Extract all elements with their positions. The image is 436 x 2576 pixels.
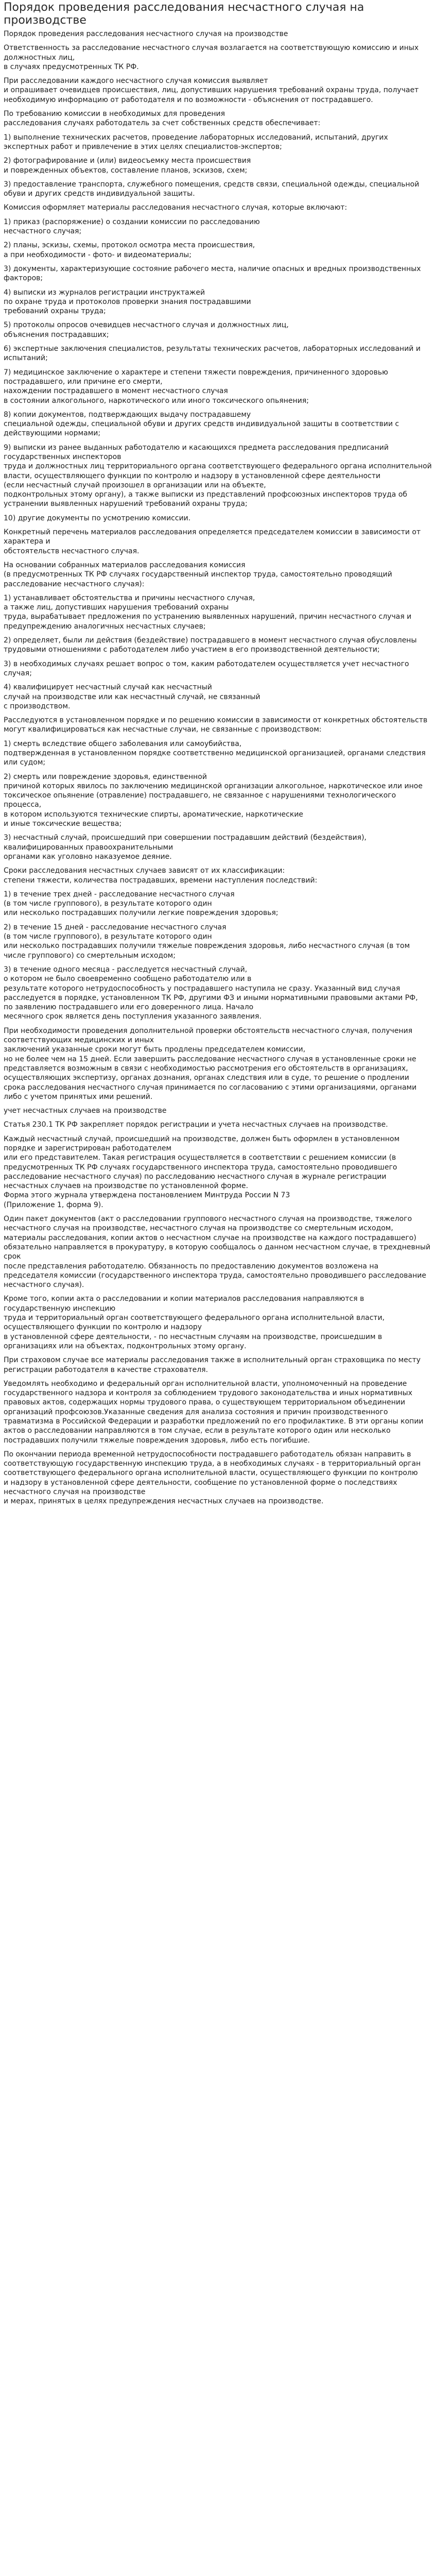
paragraph: 2) планы, эскизы, схемы, протокол осмотра места происшествия, а при необходимости - фото- и видеоматериалы; [4,241,255,259]
paragraph: Уведомлять необходимо и федеральный орган исполнительной власти, уполномоченный на проведение государственного надзора и контроля за соблюдением трудового законодательства и иных нормативных правовых актов, содержащих нормы трудового права, о существующем территориальном объединении организаций профсоюзов.Указанные сведения для анализа состояния и причин производственного травматизма в Российской Федерации и разработки предложений по его профилактике. В эти органы копии актов о расследовании направляются в том случае, если в результате которого один или несколько пострадавших получили тяжелые повреждения здоровья, либо есть погибшие. [4,1379,424,1445]
paragraph: Конкретный перечень материалов расследования определяется председателем комиссии в зависимости от характера и обстоятельств несчастного случая. [4,528,421,555]
paragraph: По требованию комиссии в необходимых для проведения расследования случаях работодатель за счет собственных средств обеспечивает: [4,110,321,128]
paragraph: По окончании периода временной нетрудоспособности пострадавшего работодатель обязан направить в соответствующую государственную инспекцию труда, а в необходимых случаях - в территориальный орган соответствующего федерального органа исполнительной власти, осуществляющего функции по контролю и надзору в установленной сфере деятельности, сообщение по установленной форме о последствиях несчастного случая на производстве и мерах, принятых в целях предупреждения несчастных случаев на производстве. [4,1450,421,1506]
document-body [4,29,432,1506]
paragraph: 10) другие документы по усмотрению комиссии. [4,514,191,522]
paragraph: 1) смерть вследствие общего заболевания или самоубийства, подтвержденная в установленном порядке соответственно медицинской организацией, органами следствия или судом; [4,739,426,767]
paragraph: 3) в необходимых случаях решает вопрос о том, каким работодателем осуществляется учет несчастного случая; [4,659,409,677]
paragraph: 2) определяет, были ли действия (бездействие) пострадавшего в момент несчастного случая обусловлены трудовыми отношениями с работодателем либо участием в его производственной деятельности; [4,636,417,654]
paragraph: При страховом случае все материалы расследования также в исполнительный орган страховщика по месту регистрации работодателя в качестве страхователя. [4,1356,421,1374]
paragraph: 5) протоколы опросов очевидцев несчастного случая и должностных лиц, объяснения пострадавших; [4,321,289,339]
paragraph: Порядок проведения расследования несчастного случая на производстве [4,30,288,38]
paragraph: Один пакет документов (акт о расследовании группового несчастного случая на производстве, тяжелого несчастного случая на производстве, несчастного случая на производстве со смертельным исходом, материалы расследования, копии актов о несчастном случае на производстве на каждого пострадавшего) обязательно направляется в прокуратуру, в которую сообщалось о данном несчастном случае, в трехдневный срок после представления работодателю. Обязанность по предоставлению документов возложена на председателя комиссии (государственного инспектора труда, самостоятельно проводившего расследование несчастного случая). [4,1215,431,1290]
document-title: Порядок проведения расследования несчастного случая на производстве [4,1,364,27]
paragraph: 2) в течение 15 дней - расследование несчастного случая (в том числе группового), в результате которого один или несколько пострадавших получили тяжелые повреждения здоровья, либо несчастного случая (в том числе группового) со смертельным исходом; [4,923,410,960]
paragraph: 8) копии документов, подтверждающих выдачу пострадавшему специальной одежды, специальной обуви и других средств индивидуальной защиты в соответствии с действующими нормами; [4,410,399,438]
paragraph: 1) устанавливает обстоятельства и причины несчастного случая, а также лиц, допустивших нарушения требований охраны труда, вырабатывает предложения по устранению выявленных нарушений, причин несчастного случая и предупреждению аналогичных несчастных случаев; [4,594,412,631]
paragraph: 7) медицинское заключение о характере и степени тяжести повреждения, причиненного здоровью пострадавшего, или причине его смерти, нахождении пострадавшего в момент несчастного случая в состоянии алкогольного, наркотического или иного токсического опьянения; [4,368,388,405]
paragraph: 1) выполнение технических расчетов, проведение лабораторных исследований, испытаний, других экспертных работ и привлечение в этих целях специалистов-экспертов; [4,133,388,151]
paragraph: На основании собранных материалов расследования комиссия (в предусмотренных ТК РФ случаях государственный инспектор труда, самостоятельно проводящий расследование несчастного случая): [4,561,392,588]
paragraph: Сроки расследования несчастных случаев зависят от их классификации: степени тяжести, количества пострадавших, времени наступления последствий: [4,867,318,885]
paragraph: Ответственность за расследование несчастного случая возлагается на соответствующую комиссию и иных должностных лиц, в случаях предусмотренных ТК РФ. [4,44,419,71]
paragraph: 1) приказ (распоряжение) о создании комиссии по расследованию несчастного случая; [4,217,260,236]
paragraph: 2) фотографирование и (или) видеосъемку места происшествия и поврежденных объектов, составление планов, эскизов, схем; [4,157,251,175]
paragraph: При необходимости проведения дополнительной проверки обстоятельств несчастного случая, получения соответствующих медицинских и иных заключений указанные сроки могут быть продлены председателем комиссии, но не более чем на 15 дней. Если завершить расследование несчастного случая в установленные сроки не представляется возможным в связи с необходимостью рассмотрения его обстоятельств в организациях, осуществляющих экспертизу, органах дознания, органах следствия или в суде, то решение о продлении срока расследования несчастного случая принимается по согласованию с этими организациями, органами либо с учетом принятых ими решений. [4,1026,417,1101]
paragraph: 9) выписки из ранее выданных работодателю и касающихся предмета расследования предписаний государственных инспекторов труда и должностных лиц территориального органа соответствующего федерального органа исполнительной власти, осуществляющего функции по контролю и надзору в установленной сфере деятельности (если несчастный случай произошел в организации или на объекте, подконтрольных этому органу), а также выписки из представлений профсоюзных инспекторов труда об устранении выявленных нарушений требований охраны труда; [4,443,432,509]
paragraph: 4) квалифицирует несчастный случай как несчастный случай на производстве или как несчастный случай, не связанный с производством. [4,683,260,710]
paragraph: 1) в течение трех дней - расследование несчастного случая (в том числе группового), в результате которого один или несколько пострадавших получили легкие повреждения здоровья; [4,890,278,918]
paragraph: 4) выписки из журналов регистрации инструктажей по охране труда и протоколов проверки знания пострадавшими требований охраны труда; [4,288,251,316]
paragraph: 3) предоставление транспорта, служебного помещения, средств связи, специальной одежды, специальной обуви и других средств индивидуальной защиты. [4,180,420,198]
paragraph: Комиссия оформляет материалы расследования несчастного случая, которые включают: [4,204,347,212]
paragraph: 2) смерть или повреждение здоровья, единственной причиной которых явилось по заключению медицинской организации алкогольное, наркотическое или иное токсическое опьянение (отравление) пострадавшего, не связанное с нарушениями технологического процесса, в котором используются технические спирты, ароматические, наркотические и иные токсические вещества; [4,772,423,828]
paragraph: 6) экспертные заключения специалистов, результаты технических расчетов, лабораторных исследований и испытаний; [4,345,421,363]
paragraph: Каждый несчастный случай, происшедший на производстве, должен быть оформлен в установленном порядке и зарегистрирован работодателем или его представителем. Такая регистрация осуществляется в соответствии с решением комиссии (в предусмотренных ТК РФ случаях государственного инспектора труда, самостоятельно проводившего расследование несчастного случая) по расследованию несчастного случая в журнале регистрации несчастных случаев на производстве по установленной форме. Форма этого журнала утверждена постановлением Минтруда России N 73 (Приложение 1, форма 9). [4,1134,400,1209]
paragraph: учет несчастных случаев на производстве [4,1107,167,1115]
paragraph: При расследовании каждого несчастного случая комиссия выявляет и опрашивает очевидцев происшествия, лиц, допустивших нарушения требований охраны труда, получает необходимую информацию от работодателя и по возможности - объяснения от пострадавшего. [4,77,419,104]
paragraph: 3) несчастный случай, происшедший при совершении пострадавшим действий (бездействия), квалифицированных правоохранительными органами как уголовно наказуемое деяние. [4,834,367,861]
paragraph: Расследуются в установленном порядке и по решению комиссии в зависимости от конкретных обстоятельств могут квалифицироваться как несчастные случаи, не связанные с производством: [4,716,428,734]
paragraph: Кроме того, копии акта о расследовании и копии материалов расследования направляются в государственную инспекцию труда и территориальный орган соответствующего федерального органа исполнительной власти, осуществляющего функции по контролю и надзору в установленной сфере деятельности, - по несчастным случаям на производстве, происшедшим в организациях или на объектах, подконтрольных этому органу. [4,1295,385,1350]
paragraph: 3) в течение одного месяца - расследуется несчастный случай, о котором не было своевременно сообщено работодателю или в результате которого нетрудоспособность у пострадавшего наступила не сразу. Указанный вид случая расследуется в порядке, установленном ТК РФ, другими ФЗ и иными нормативными правовыми актами РФ, по заявлению пострадавшего или его доверенного лица. Начало месячного срок является день поступления указанного заявления. [4,965,418,1021]
paragraph: 3) документы, характеризующие состояние рабочего места, наличие опасных и вредных производственных факторов; [4,264,421,283]
paragraph: Статья 230.1 ТК РФ закрепляет порядок регистрации и учета несчастных случаев на производстве. [4,1121,388,1129]
